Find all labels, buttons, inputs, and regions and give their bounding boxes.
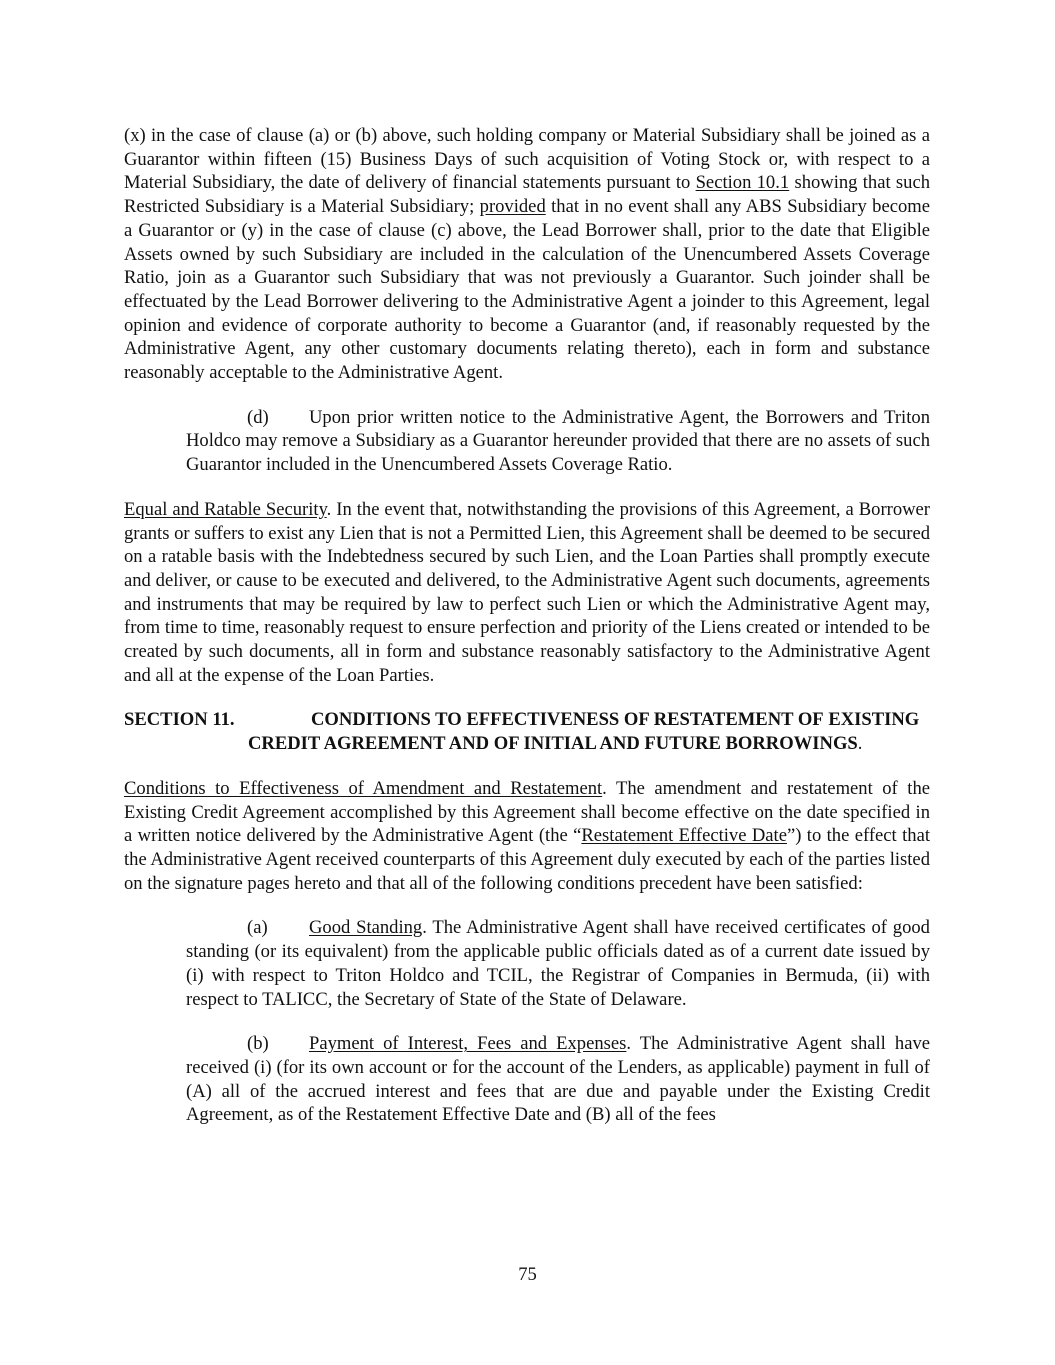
paragraph-text: . The amendment and restatement of the Existing Credit Agreement accomplished by this Agreement shall become effective on the date specified in a written notice delivered by the Administrative Agent (the “ bbox=[124, 777, 930, 847]
paragraph-heading: Conditions to Effectiveness of Amendment and Restatement bbox=[124, 777, 603, 799]
paragraph-text: . In the event that, notwithstanding the provisions of this Agreement, a Borrower grants or suffers to exist any Lien that is not a Permitted Lien, this Agreement shall be deemed to be secured on a ratable basis with the Indebtedness secured by such Lien, and the Loan Parties shall promptly execute and deliver, or cause to be executed and delivered, to the Administrative Agent such documents, agreements and instruments that may be required by law to perfect such Lien or which the Administrative Agent may, from time to time, reasonably request to ensure perfection and priority of the Liens created or intended to be created by such documents, all in form and substance reasonably satisfactory to the Administrative Agent and all at the expense of the Loan Parties. bbox=[124, 498, 931, 686]
section-number: SECTION 11. bbox=[124, 709, 235, 731]
clause-marker: (d) bbox=[247, 406, 269, 428]
section-title bbox=[248, 708, 930, 755]
clause-text: Upon prior written notice to the Administrative Agent, the Borrowers and Triton Holdco may remove a Subsidiary as a Guarantor hereunder provided that there are no assets of such Guarantor included in the Unencumbered Assets Coverage Ratio. bbox=[186, 406, 930, 476]
document-page bbox=[124, 124, 930, 1127]
paragraph-text: (x) in the case of clause (a) or (b) above, such holding company or Material Subsidiary shall be joined as a Guarantor within fifteen (15) Business Days of such acquisition of Voting Stock or, with respect to a Material Subsidiary, the date of delivery of financial statements pursuant to bbox=[124, 125, 930, 194]
paragraph-text: that in no event shall any ABS Subsidiary become a Guarantor or (y) in the case of clause (c) above, the Lead Borrower shall, prior to the date that Eligible Assets owned by such Subsidiary are included in the calculation of the Unencumbered Assets Coverage Ratio, join as a Guarantor such Subsidiary that was not previously a Guarantor. Such joinder shall be effectuated by the Lead Borrower delivering to the Administrative Agent a joinder to this Agreement, legal opinion and evidence of corporate authority to become a Guarantor (and, if reasonably requested by the Administrative Agent, any other customary documents relating thereto), each in form and substance reasonably acceptable to the Administrative Agent. bbox=[124, 196, 930, 384]
section-title-end: . bbox=[857, 733, 863, 755]
defined-term: Restatement Effective Date bbox=[581, 825, 787, 847]
clause-text: . The Administrative Agent shall have received certificates of good standing (or its equivalent) from the applicable public officials dated as of a current date issued by (i) with respect to Triton Holdco and TCIL, the Registrar of Companies in Bermuda, (ii) with respect to TALICC, the Secretary of State of the State of Delaware. bbox=[186, 917, 930, 1010]
section-reference: Section 10.1 bbox=[695, 172, 790, 194]
clause-text: . The Administrative Agent shall have received (i) (for its own account or for the account of the Lenders, as applicable) payment in full of (A) all of the accrued interest and fees that are due and payable under the Existing Credit Agreement, as of the Restatement Effective Date and (B) all of the fees bbox=[186, 1033, 930, 1126]
page-number: 75 bbox=[518, 1264, 537, 1285]
clause-marker: (a) bbox=[247, 917, 268, 939]
paragraph-guarantor-joinder bbox=[124, 124, 930, 385]
provided-term: provided bbox=[479, 196, 546, 218]
clause-marker: (b) bbox=[247, 1033, 269, 1055]
paragraph-heading: Equal and Ratable Security bbox=[124, 498, 327, 520]
section-title-line: CONDITIONS TO EFFECTIVENESS OF RESTATEMENT OF bbox=[311, 709, 824, 731]
paragraph-conditions-effectiveness bbox=[124, 777, 930, 896]
clause-a bbox=[186, 916, 930, 1011]
clause-d bbox=[186, 406, 930, 477]
paragraph-text: showing that such Restricted Subsidiary is a Material Subsidiary; bbox=[124, 172, 930, 218]
paragraph-text: ”) to the effect that the Administrative Agent received counterparts of this Agreement duly executed by each of the parties listed on the signature pages hereto and that all of the following conditions precedent have been satisfied: bbox=[124, 825, 930, 894]
section-11-heading bbox=[124, 708, 930, 755]
clause-heading: Good Standing bbox=[309, 917, 423, 939]
clause-b bbox=[186, 1032, 930, 1127]
clause-heading: Payment of Interest, Fees and Expenses bbox=[309, 1033, 627, 1055]
section-title-rest: EXISTING CREDIT AGREEMENT AND OF INITIAL AND FUTURE BORROWINGS bbox=[248, 709, 920, 755]
paragraph-equal-ratable-security bbox=[124, 498, 930, 688]
